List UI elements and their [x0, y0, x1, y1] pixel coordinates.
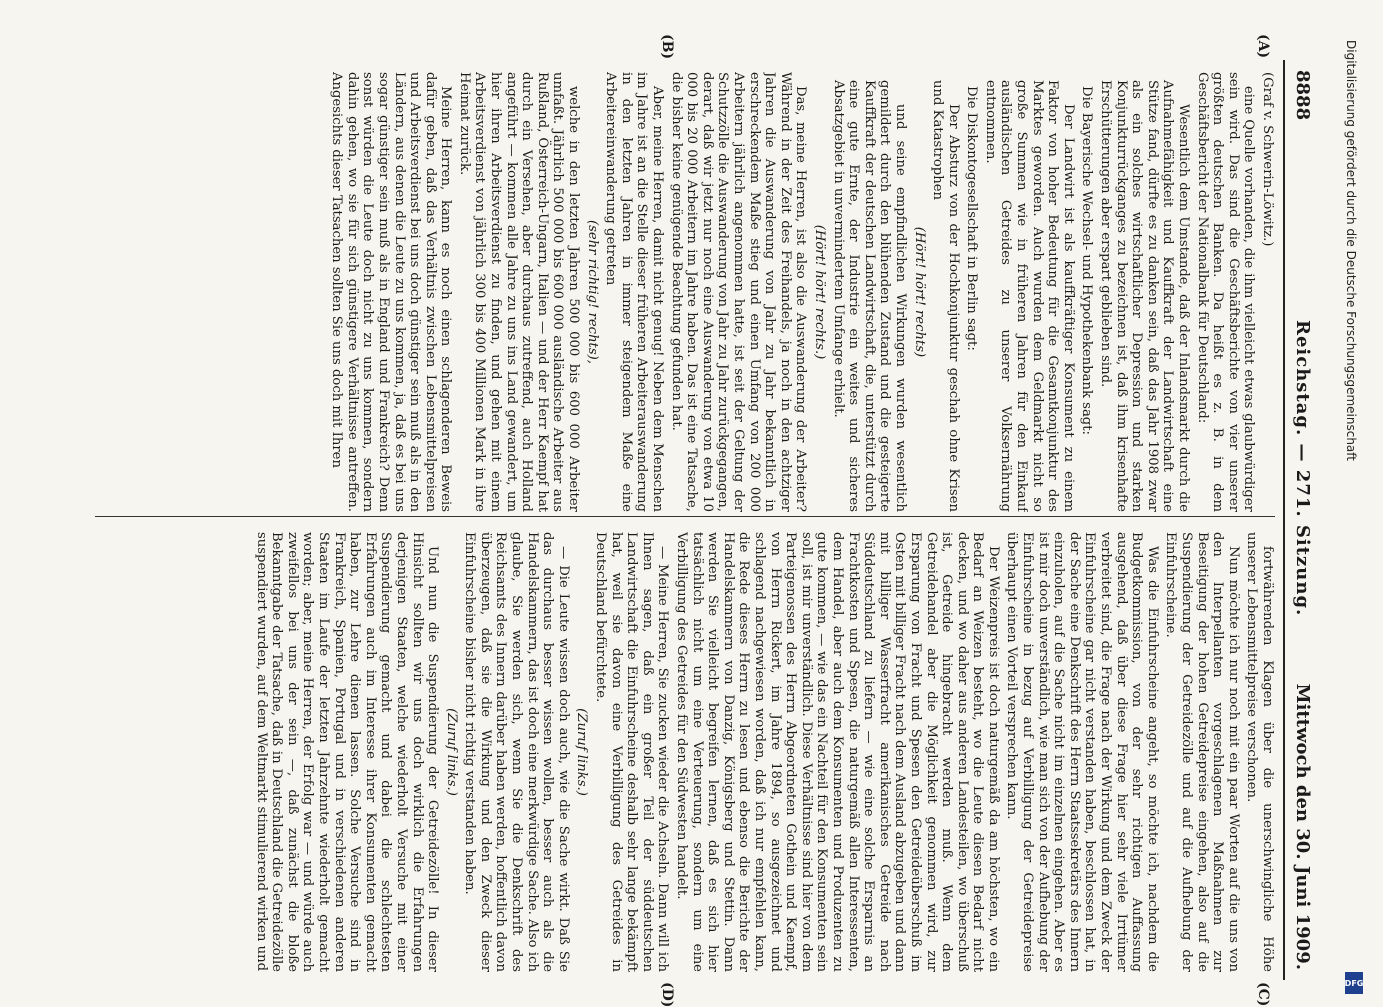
- right-column: [75, 532, 1275, 972]
- paragraph: — Die Leute wissen doch auch, wie die Sache wirkt. Daß Sie das durchaus besser wissen wollen, besser auch als die Handelskammern, das ist doch eine merkwürdige Sache. Also ich glaube, Sie werden sich, wenn Sie die Denkschrift des Reichsamts des Innern darüber haben werden, hoffentlich davon überzeugen, daß sie die Wirkung und den Zweck dieser Einfuhrscheine bisher nicht richtig verstanden haben.: [462, 532, 571, 972]
- interjection: (Hört! hört! rechts.): [811, 224, 827, 360]
- session-date: Mittwoch den 30. Juni 1909.: [1292, 683, 1313, 970]
- interjection: (sehr richtig! rechts),: [584, 220, 600, 364]
- quoted-passage: und seine empfindlichen Wirkungen wurden wesentlich gemildert durch den blühenden Zustand und die gesteigerte Kauffkraft der deutschen Landwirtschaft, die, unterstützt durch eine gute Ernte, der Industrie ein weites und sicheres Absatzgebiet in unvermindertem Umfange erhielt.: [830, 80, 908, 512]
- margin-marker-c: (C): [1255, 982, 1271, 1007]
- paragraph: Nun möchte ich nur noch mit ein paar Worten auf die uns von den Interpellanten vorgeschlagenen Maßnahmen zur Beseitigung der hohen Getreidepreise eingehen, also auf die Suspendierung der Getreidezölle und auf die Aufhebung der Einfuhrscheine.: [1163, 532, 1241, 972]
- quoted-passage: Der Landwirt ist als kauffkräftiger Konsument zu einem Faktor von hoher Bedeutung für die Gesamtkonjunktur des Marktes geworden. Auch wurden dem Geldmarkt nicht so große Summen wie in früheren Jahren für den Einkauf ausländischen Getreides zu unserer Volksernährung entnommen.: [982, 80, 1076, 512]
- interjection: (Zuruf links.): [443, 708, 459, 796]
- session-title: Reichstag. — 271. Sitzung.: [1292, 320, 1313, 617]
- quoted-passage: Wesentlich dem Umstande, daß der Inlandsmarkt durch die Aufnahmefähigkeit und Kauffkraft der Landwirtschaft eine Stütze fand, dürfte es zu danken sein, daß das Jahr 1908 zwar als ein solches wirtschaftlicher Depression und starken Konjunkturrückganges zu bezeichnen ist, daß ihm krisenhafte Erschütterungen aber erspart geblieben sind.: [1098, 80, 1192, 512]
- paragraph: Das, meine Herren, ist also die Auswanderung der Arbeiter? Während in der Zeit des Freihandels, ja noch in den achtziger Jahren die Auswanderung von Jahr zu Jahr bekanntlich in erschreckendem Maße stieg und einen Umfang von 200 000 Arbeitern jährlich angenommen hatte, ist seit der Geltung der Schutzzölle die Auswanderung von Jahr zu Jahr zurückgegangen, derart, daß wir jetzt nur noch eine Auswanderung von etwa 10 000 bis 20 000 Arbeitern im Jahre haben. Das ist eine Tatsache, die bisher keine genügende Beachtung gefunden hat.: [668, 72, 809, 512]
- quoted-passage: Der Absturz von der Hochkonjunktur geschah ohne Krisen und Katastrophen: [930, 80, 961, 512]
- rotated-page-content: [65, 34, 1315, 1007]
- paragraph: — Meine Herren, Sie zucken wieder die Achseln. Dann will ich Ihnen sagen, daß ein großer Teil der süddeutschen Landwirtschaft die Einfuhrscheine deshalb sehr lange bekämpft hat, weil sie davon eine Verbilligung des Getreides in Deutschland befürchtete.: [593, 532, 671, 972]
- page-number: 8888: [1292, 70, 1313, 121]
- digitization-credit: [1342, 40, 1362, 980]
- paragraph: Der Weizenpreis ist doch naturgemäß da am höchsten, wo ein Bedarf an Weizen besteht, wo die Leute diesen Bedarf nicht decken, und wo daher aus anderen Landesteilen, wo überschuß ist, Getreide hingebracht werden muß. Wenn dem Getreidehandel aber die Möglichkeit genommen wird, zur Ersparung von Fracht und Spesen den Getreideüberschuß im Osten mit billiger Fracht nach dem Ausland abzugeben und dann mit billiger Wasserfracht amerikanisches Getreide nach Süddeutschland zu liefern — wie eine solche Ersparnis an Frachtkosten und Spesen, die naturgemäß allen Interessenten, dem Handel, aber auch dem Konsumenten und Produzenten zu gute kommen, — wie das ein Nachteil für den Konsumenten sein soll, ist mir unverständlich. Diese Verhältnisse sind hier von dem Parteigenossen des Herrn Abgeordneten Gothein und Kaempf, von Herrn Rickert, im Jahre 1894, so ausgezeichnet und schlagend nachgewiesen worden, daß ich nur empfehlen kann, die Rede dieses Herrn zu lesen und ebenso die Berichte der Handelskammern von Danzig, Königsberg und Stettin. Dann werden Sie vielleicht begreifen lernen, daß es sich hier tatsächlich nicht um eine Verteuerung, sondern um eine Verbilligung des Getreides für den Südwesten handelt.: [674, 532, 1001, 972]
- column-divider: [95, 516, 1275, 517]
- paragraph: Die Diskontogesellschaft in Berlin sagt:: [964, 86, 980, 351]
- paragraph: fortwährenden Klagen über die unerschwingliche Höhe unserer Lebensmittelpreise verschonen.: [1244, 532, 1275, 972]
- credit-text: Digitalisierung gefördert durch die Deutsche Forschungsgemeinschaft: [1344, 40, 1358, 462]
- paragraph: Und nun die Suspendierung der Getreidezölle! In dieser Hinsicht sollten wir uns doch wirklich die Erfahrungen derjenigen Staaten, welche wiederholt Versuche mit einer Suspendierung gemacht und dabei die schlechtesten Erfahrungen auch im Interesse ihrer Konsumenten gemacht haben, zur Lehre dienen lassen. Solche Versuche sind in Frankreich, Spanien, Portugal und in verschiedenen anderen Staaten im Laufe der letzten Jahrzehnte wiederholt gemacht worden; aber, meine Herren, der Erfolg war — und würde auch zweifellos bei uns der sein —, daß zunächst die bloße Bekanntgabe der Tatsache, daß in Deutschland die Getreidezölle suspendiert wurden, auf dem Weltmarkt stimulierend wirken und: [253, 532, 441, 972]
- dfg-logo-text: DFG: [1344, 978, 1364, 988]
- speaker-name: (Graf v. Schwerin-Löwitz.): [1260, 72, 1275, 247]
- paragraph: Meine Herren, kann es noch einen schlagenderen Beweis dafür geben, daß das Verhältnis zwischen Lebensmittelpreisen und Arbeitsverdienst bei uns doch günstiger sein muß als in den Ländern, aus denen die Leute zu uns kommen, ja, daß es bei uns sogar günstiger sein muß als in England und Frankreich? Denn sonst würden die Leute doch nicht zu uns kommen, sondern dahin gehen, wo sie für sich günstigere Verhältnisse antreffen. Angesichts dieser Tatsachen sollten Sie uns doch mit Ihren: [329, 72, 454, 512]
- paragraph: eine Quelle vorhanden, die ihm vielleicht etwas glaubwürdiger sein wird. Das sind die Geschäftsberichte von vier unserer größten deutschen Banken. Da heißt es z. B. in dem Geschäftsbericht der Nationalbank für Deutschland:: [1194, 72, 1257, 512]
- paragraph: welche in den letzten Jahren 500 000 bis 600 000 Arbeiter umfaßt. Jährlich 500 000 bis 600 000 ausländische Arbeiter aus Rußland, Österreich-Ungarn, Italien — und der Herr Kaempf hat durch ein Versehen, aber durchaus zutreffend, auch Holland angeführt — kommen alle Jahre zu uns ins Land gewandert, um hier ihren Arbeitsverdienst zu finden, und gehen mit einem Arbeitsverdienst von jährlich 300 bis 400 Millionen Mark in ihre Heimat zurück.: [456, 72, 582, 512]
- left-column: [75, 72, 1275, 512]
- dfg-logo: [1345, 972, 1363, 994]
- header-rule: [1283, 60, 1285, 980]
- paragraph: Die Bayerische Wechsel- und Hypothekenbank sagt:: [1079, 86, 1095, 435]
- margin-marker-d: (D): [659, 982, 675, 1007]
- page-header: [1287, 60, 1315, 980]
- paragraph: Was die Einfuhrscheine angeht, so möchte ich, nachdem die Budgetkommission, von der sehr richtigen Auffassung ausgehend, daß über diese Frage hier sehr viele Irrtümer verbreitet sind, die Frage nach der Wirkung und dem Zweck der Einfuhrscheine gar nicht verstanden haben, beschlossen hat, in der Sache eine Denkschrift des Herrn Staatssekretärs des Innern einzuholen, auf die Sache nicht im einzelnen eingehen. Aber es ist mir doch unverständlich, wie man sich von der Aufhebung der Einfuhrscheine in bezug auf Verbilligung der Getreidepreise überhaupt einen Vorteil versprechen kann.: [1004, 532, 1160, 972]
- paragraph: Aber, meine Herren, damit nicht genug! Neben dem Menschen im Jahre ist an die Stelle dieser früheren Arbeiterauswanderung in den letzten Jahren in immer steigendem Maße eine Arbeitereinwanderung getreten: [603, 72, 666, 512]
- margin-marker-a: (A): [1255, 34, 1271, 59]
- interjection: (Zuruf links.): [574, 708, 590, 796]
- interjection: (Hört! hört! rechts): [911, 226, 927, 358]
- margin-marker-b: (B): [659, 34, 675, 60]
